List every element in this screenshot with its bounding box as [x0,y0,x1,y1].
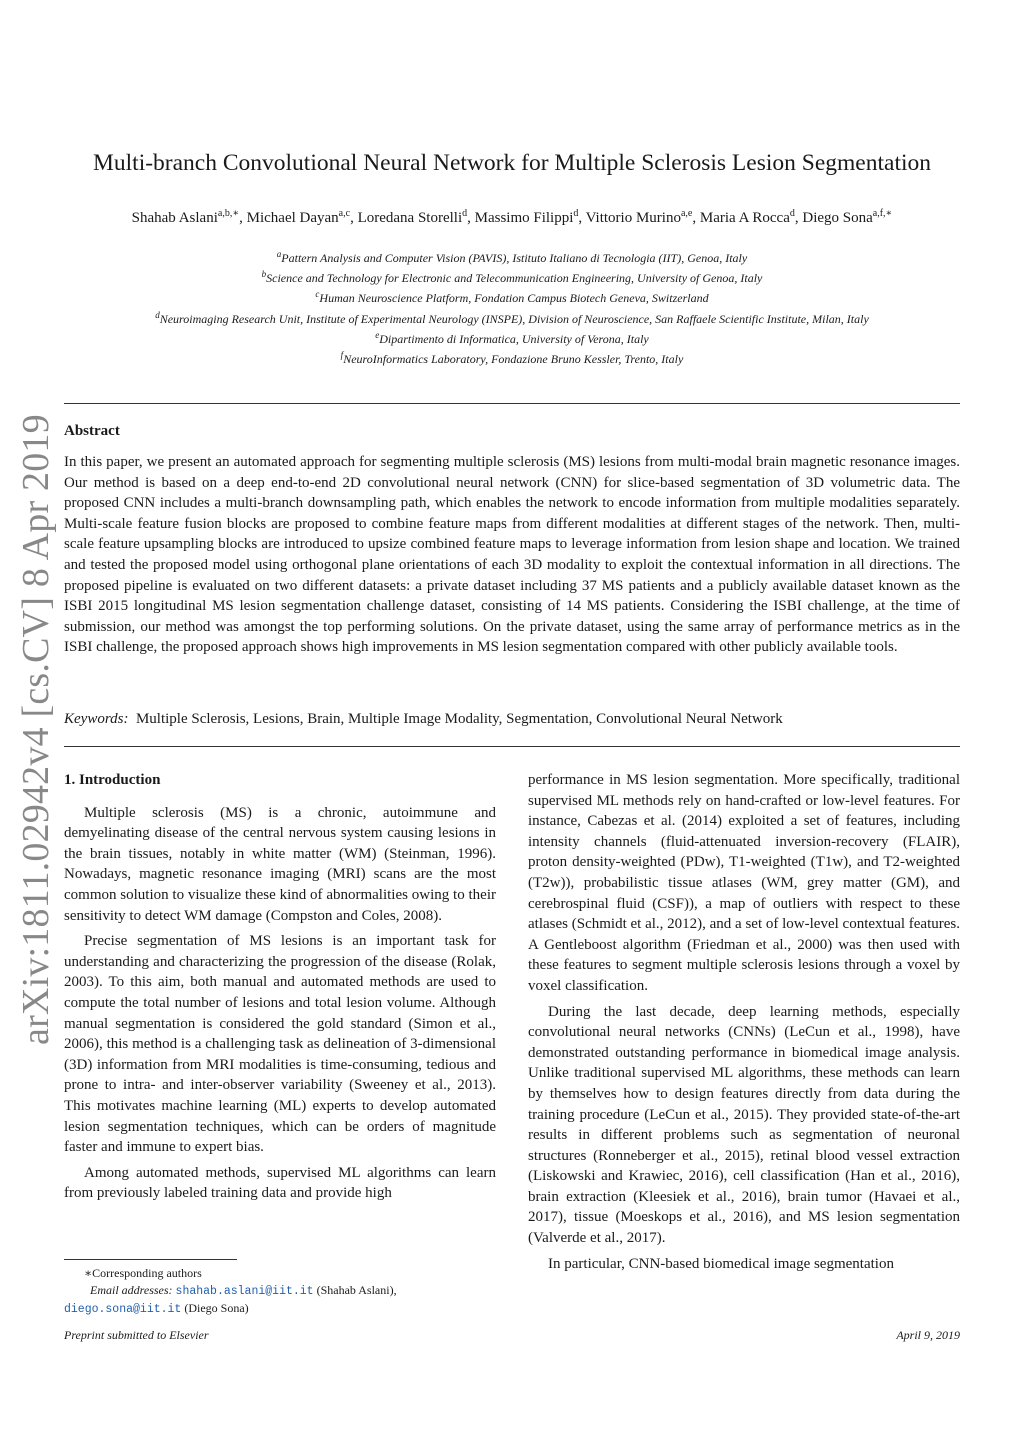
paragraph: In particular, CNN-based biomedical image segmentation [548,1255,894,1272]
paragraph: performance in MS lesion segmentation. More specifically, traditional supervised ML methods rely on hand-crafted or low-level features. For instance, Cabezas et al. (2014) exploited a set of features, including intensity channels (fluid-attenuated inversion-recovery (FLAIR), proton density-weighted (PDw), T1-weighted (T1w), and T2-weighted (T2w)), probabilistic tissue atlases (WM, grey matter (GM), and cerebrospinal fluid (CSF)), a map of outliers with respect to these atlases (Schmidt et al., 2012), and a set of low-level contextual features. A Gentleboost algorithm (Friedman et al., 2000) was then used with these features to segment multiple sclerosis lesions through a voxel by voxel classification. [528,772,960,994]
top-divider [64,403,960,404]
arxiv-stamp: arXiv:1811.02942v4 [cs.CV] 8 Apr 2019 [15,414,57,1045]
paragraph: Among automated methods, supervised ML algorithms can learn from previously labeled training data and provide high [64,1164,496,1202]
affiliation: $^d$Neuroimaging Research Unit, Institute of Experimental Neurology (INSPE), Division of Neuroscience, San Raffaele Scientific Institute, Milan, Italy [155,309,869,326]
corresponding-note: ∗Corresponding authors [84,1266,202,1280]
author: Maria A Rocca$^d$ [699,208,795,226]
affiliation: $^f$NeuroInformatics Laboratory, Fondazione Bruno Kessler, Trento, Italy [340,350,684,367]
email-line: Email addresses: shahab.aslani@iit.it (Shahab Aslani), [90,1282,397,1298]
paragraph: Multiple sclerosis (MS) is a chronic, autoimmune and demyelinating disease of the central nervous system causing lesions in the brain tissues, notably in white matter (WM) (Steinman, 1996). Nowadays, magnetic resonance imaging (MRI) scans are the most common solution to visualize these kind of abnormalities owing to their sensitivity to detect WM damage (Compston and Coles, 2008). [64,804,496,924]
affiliation-list [60,246,964,367]
abstract-heading: Abstract [64,423,120,439]
keywords [64,711,783,728]
author: Vittorio Murino$^{a,e}$ [585,208,693,226]
author: Diego Sona$^{a,f,∗}$ [802,208,893,226]
author: Loredana Storelli$^d$ [357,208,468,226]
affiliation: $^c$Human Neuroscience Platform, Fondation Campus Biotech Geneva, Switzerland [315,289,709,306]
footer-preprint-note: Preprint submitted to Elsevier [64,1328,209,1342]
footnote-rule [64,1259,237,1260]
section-heading: 1. Introduction [64,772,161,788]
abstract-text: In this paper, we present an automated approach for segmenting multiple sclerosis (MS) lesions from multi-modal brain magnetic resonance images. Our method is based on a deep end-to-end 2D convolutional neural network (CNN) for slice-based segmentation of 3D volumetric data. The proposed CNN includes a multi-branch downsampling path, which enables the network to encode information from multiple modalities separately. Multi-scale feature fusion blocks are proposed to combine feature maps from different modalities at different stages of the network. Then, multi-scale feature upsampling blocks are introduced to upsize combined feature maps to leverage information from lesion shape and location. We trained and tested the proposed model using orthogonal plane orientations of each 3D modality to exploit the contextual information in all directions. The proposed pipeline is evaluated on two different datasets: a private dataset including 37 MS patients and a publicly available dataset known as the ISBI 2015 longitudinal MS lesion segmentation challenge dataset, consisting of 14 MS patients. Considering the ISBI challenge, at the time of submission, our method was amongst the top performing solutions. On the private dataset, using the same array of performance metrics as in the ISBI challenge, the proposed approach shows high improvements in MS lesion segmentation compared with other publicly available tools. [64,454,960,656]
right-column [528,770,960,1279]
affiliation: $^b$Science and Technology for Electronic and Telecommunication Engineering, University of Genoa, Italy [261,269,763,286]
email-link[interactable]: shahab.aslani@iit.it [175,1284,314,1298]
left-column [64,770,496,1209]
footnotes [64,1265,496,1319]
email-link[interactable]: diego.sona@iit.it [64,1303,182,1316]
paragraph: During the last decade, deep learning methods, especially convolutional neural networks (CNNs) (LeCun et al., 1998), have demonstrated outstanding performance in biomedical image analysis. Unlike traditional supervised ML algorithms, these methods can learn by themselves how to design features directly from data during the training procedure (LeCun et al., 2015). They provided state-of-the-art results in different problems such as segmentation of neuronal structures (Ronneberger et al., 2015), retinal blood vessel extraction (Liskowski and Krawiec, 2016), cell classification (Han et al., 2016), brain extraction (Kleesiek et al., 2016), brain tumor (Havaei et al., 2017), tissue (Moeskops et al., 2016), and MS lesion segmentation (Valverde et al., 2017). [528,1003,960,1247]
author: Shahab Aslani$^{a,b,∗}$ [131,208,240,226]
bottom-divider [64,746,960,747]
author: Massimo Filippi$^d$ [474,208,579,226]
paragraph: Precise segmentation of MS lesions is an important task for understanding and characterizing the progression of the disease (Rolak, 2003). To this aim, both manual and automated methods are used to compute the total number of lesions and total lesion volume. Although manual segmentation is considered the gold standard (Simon et al., 2006), this method is a challenging task as delineation of 3-dimensional (3D) information from MRI modalities is time-consuming, tedious and prone to intra- and inter-observer variability (Sweeney et al., 2013). This motivates machine learning (ML) experts to develop automated lesion segmentation techniques, which can be orders of magnitude faster and immune to expert bias. [64,933,496,1156]
footer-date: April 9, 2019 [896,1328,960,1342]
affiliation: $^a$Pattern Analysis and Computer Vision (PAVIS), Istituto Italiano di Tecnologia (IIT), Genoa, Italy [276,249,748,265]
keywords-label: Keywords: [64,711,129,727]
author-list: Shahab Aslani$^{a,b,∗}$, Michael Dayan$^{a,c}$, Loredana Storelli$^d$, Massimo Filippi$^d$, Vittorio Murino$^{a,e}$, Maria A Rocca$^d$, Diego Sona$^{a,f,∗}$ [131,208,893,226]
affiliation: $^e$Dipartimento di Informatica, University of Verona, Italy [375,329,649,346]
email-line: diego.sona@iit.it (Diego Sona) [64,1301,249,1316]
author: Michael Dayan$^{a,c}$ [246,208,351,226]
keywords-text: Multiple Sclerosis, Lesions, Brain, Multiple Image Modality, Segmentation, Convolutional Neural Network [135,711,783,727]
paper-title: Multi-branch Convolutional Neural Network for Multiple Sclerosis Lesion Segmentation [92,150,931,176]
